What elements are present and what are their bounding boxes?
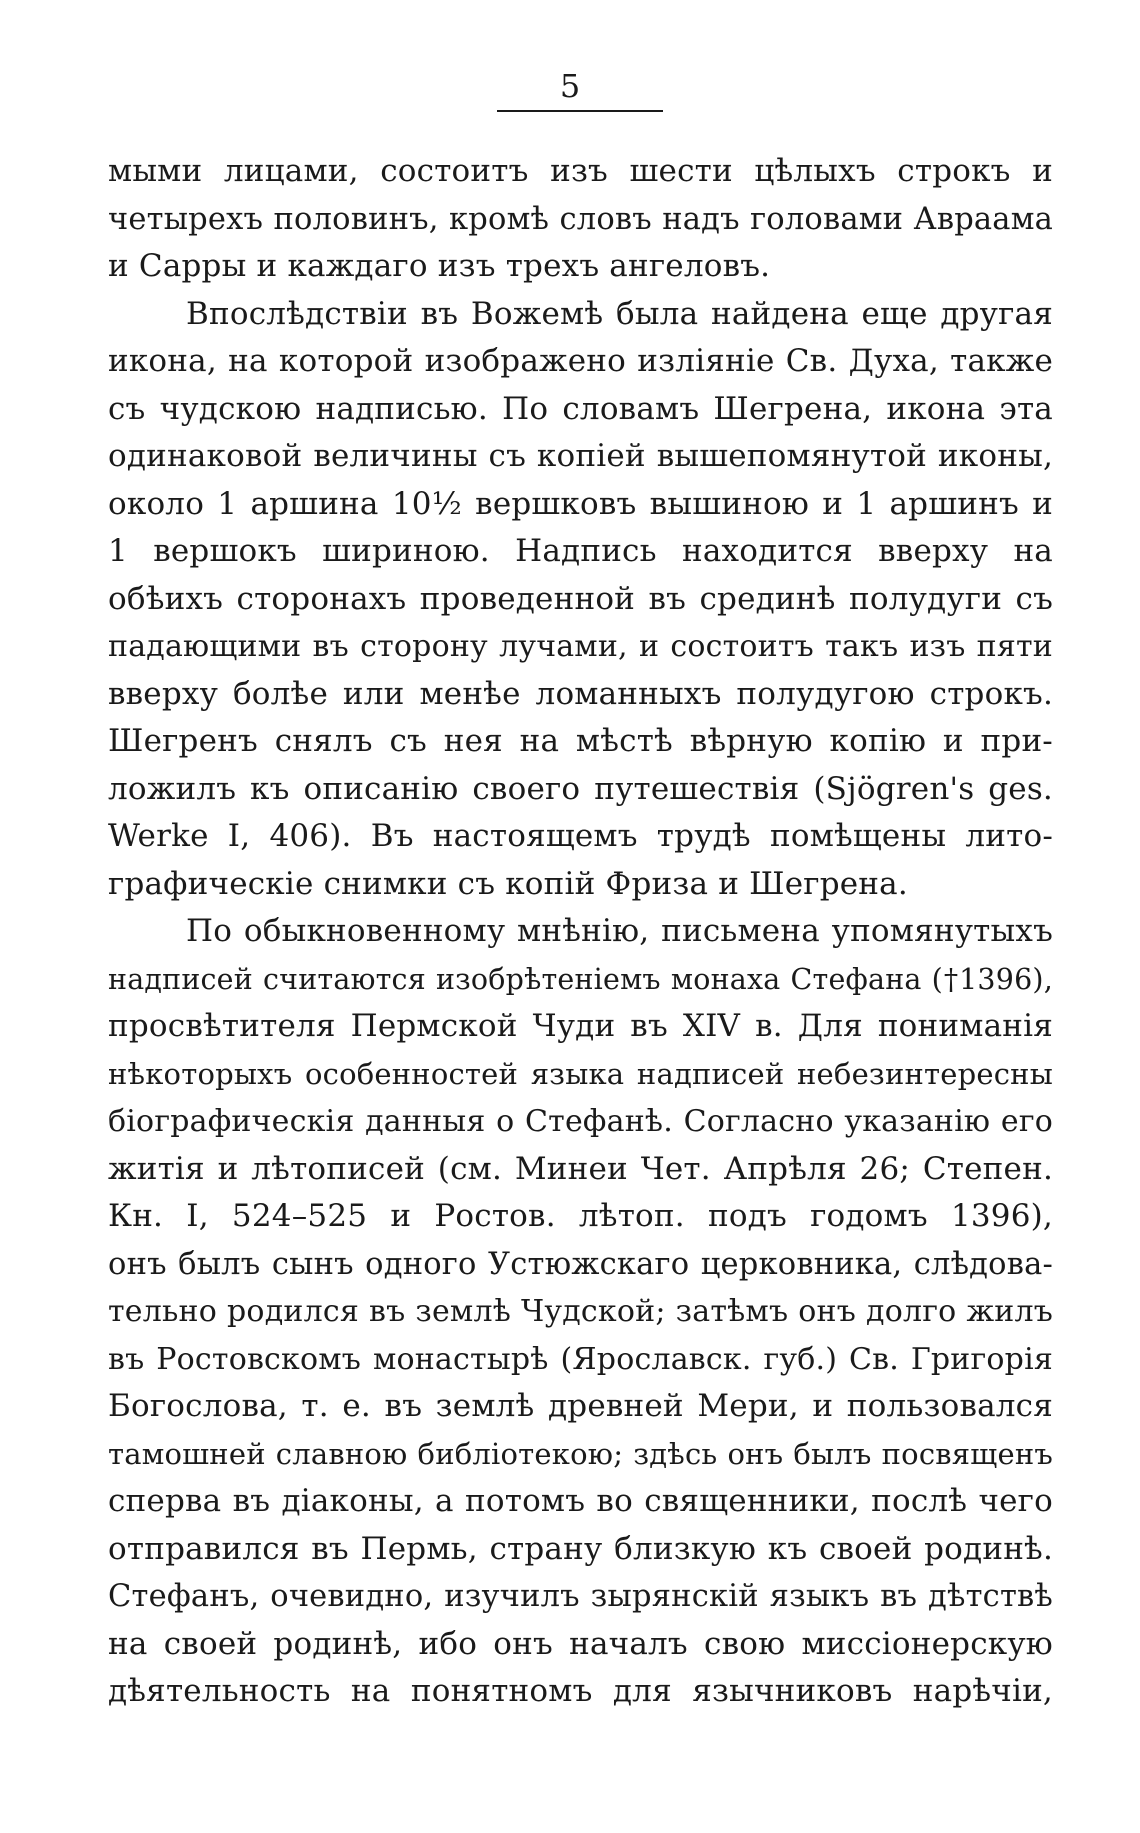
text-line: въ Ростовскомъ монастырѣ (Ярославск. губ.) Св. Григорія	[108, 1341, 1053, 1377]
text-line: на своей родинѣ, ибо онъ началъ свою миссіонерскую	[108, 1625, 1053, 1662]
text-line: Богослова, т. е. въ землѣ древней Мери, и пользовался	[108, 1388, 1053, 1424]
text-line: графическіе снимки съ копій Фриза и Шегрена.	[108, 865, 908, 902]
text-line: просвѣтителя Пермской Чуди въ XIV в. Для пониманія	[108, 1008, 1053, 1044]
text-line: тельно родился въ землѣ Чудской; затѣмъ онъ долго жилъ	[108, 1294, 1053, 1329]
text-line: біографическія данныя о Стефанѣ. Согласно указанію его	[108, 1104, 1053, 1139]
text-line: отправился въ Пермь, страну близкую къ своей родинѣ.	[108, 1530, 1053, 1567]
text-line: четырехъ половинъ, кромѣ словъ надъ головами Авраама	[108, 201, 1053, 237]
text-line: вверху болѣе или менѣе ломанныхъ полудугою строкъ.	[108, 675, 1053, 712]
text-line: Стефанъ, очевидно, изучилъ зырянскій языкъ въ дѣтствѣ	[108, 1579, 1053, 1614]
text-line: одинаковой величины съ копіей вышепомянутой иконы,	[108, 438, 1053, 474]
text-line: ложилъ къ описанію своего путешествія (Sjögren's ges.	[108, 770, 1053, 807]
text-line: икона, на которой изображено изліяніе Св. Духа, также	[108, 343, 1053, 379]
text-line: съ чудскою надписью. По словамъ Шегрена, икона эта	[108, 390, 1053, 427]
text-line: житія и лѣтописей (см. Минеи Чет. Апрѣля 26; Степен.	[108, 1150, 1053, 1187]
text-line: тамошней славною библіотекою; здѣсь онъ былъ посвященъ	[108, 1436, 1053, 1471]
paragraph-first-line: По обыкновенному мнѣнію, письмена упомянутыхъ	[186, 913, 1053, 949]
text-line: обѣихъ сторонахъ проведенной въ срединѣ полудуги съ	[108, 580, 1053, 617]
text-line: и Сарры и каждаго изъ трехъ ангеловъ.	[108, 248, 771, 284]
text-line: дѣятельность на понятномъ для язычниковъ нарѣчіи,	[108, 1673, 1053, 1709]
text-line: 1 вершокъ шириною. Надпись находится вверху на	[108, 533, 1053, 569]
text-line: сперва въ діаконы, а потомъ во священники, послѣ чего	[108, 1483, 1053, 1519]
text-line: около 1 аршина 10½ вершковъ вышиною и 1 аршинъ и	[108, 485, 1053, 522]
header-rule	[497, 110, 663, 112]
text-line: онъ былъ сынъ одного Устюжскаго церковника, слѣдова-	[108, 1246, 1053, 1282]
text-line: нѣкоторыхъ особенностей языка надписей небезинтересны	[108, 1056, 1053, 1091]
text-line: Кн. I, 524–525 и Ростов. лѣтоп. подъ годомъ 1396),	[108, 1198, 1053, 1234]
text-line: Шегренъ снялъ съ нея на мѣстѣ вѣрную копію и при-	[108, 723, 1053, 759]
text-line: надписей считаются изобрѣтеніемъ монаха Стефана (†1396),	[108, 962, 1053, 996]
page-number: 5	[559, 67, 581, 105]
body-text	[108, 148, 1053, 1716]
text-line: Werke I, 406). Въ настоящемъ трудѣ помѣщены лито-	[108, 818, 1053, 854]
paragraph-first-line: Впослѣдствіи въ Вожемѣ была найдена еще другая	[186, 295, 1053, 332]
text-line: падающими въ сторону лучами, и состоитъ такъ изъ пяти	[108, 629, 1053, 664]
text-line: мыми лицами, состоитъ изъ шести цѣлыхъ строкъ и	[108, 153, 1053, 189]
